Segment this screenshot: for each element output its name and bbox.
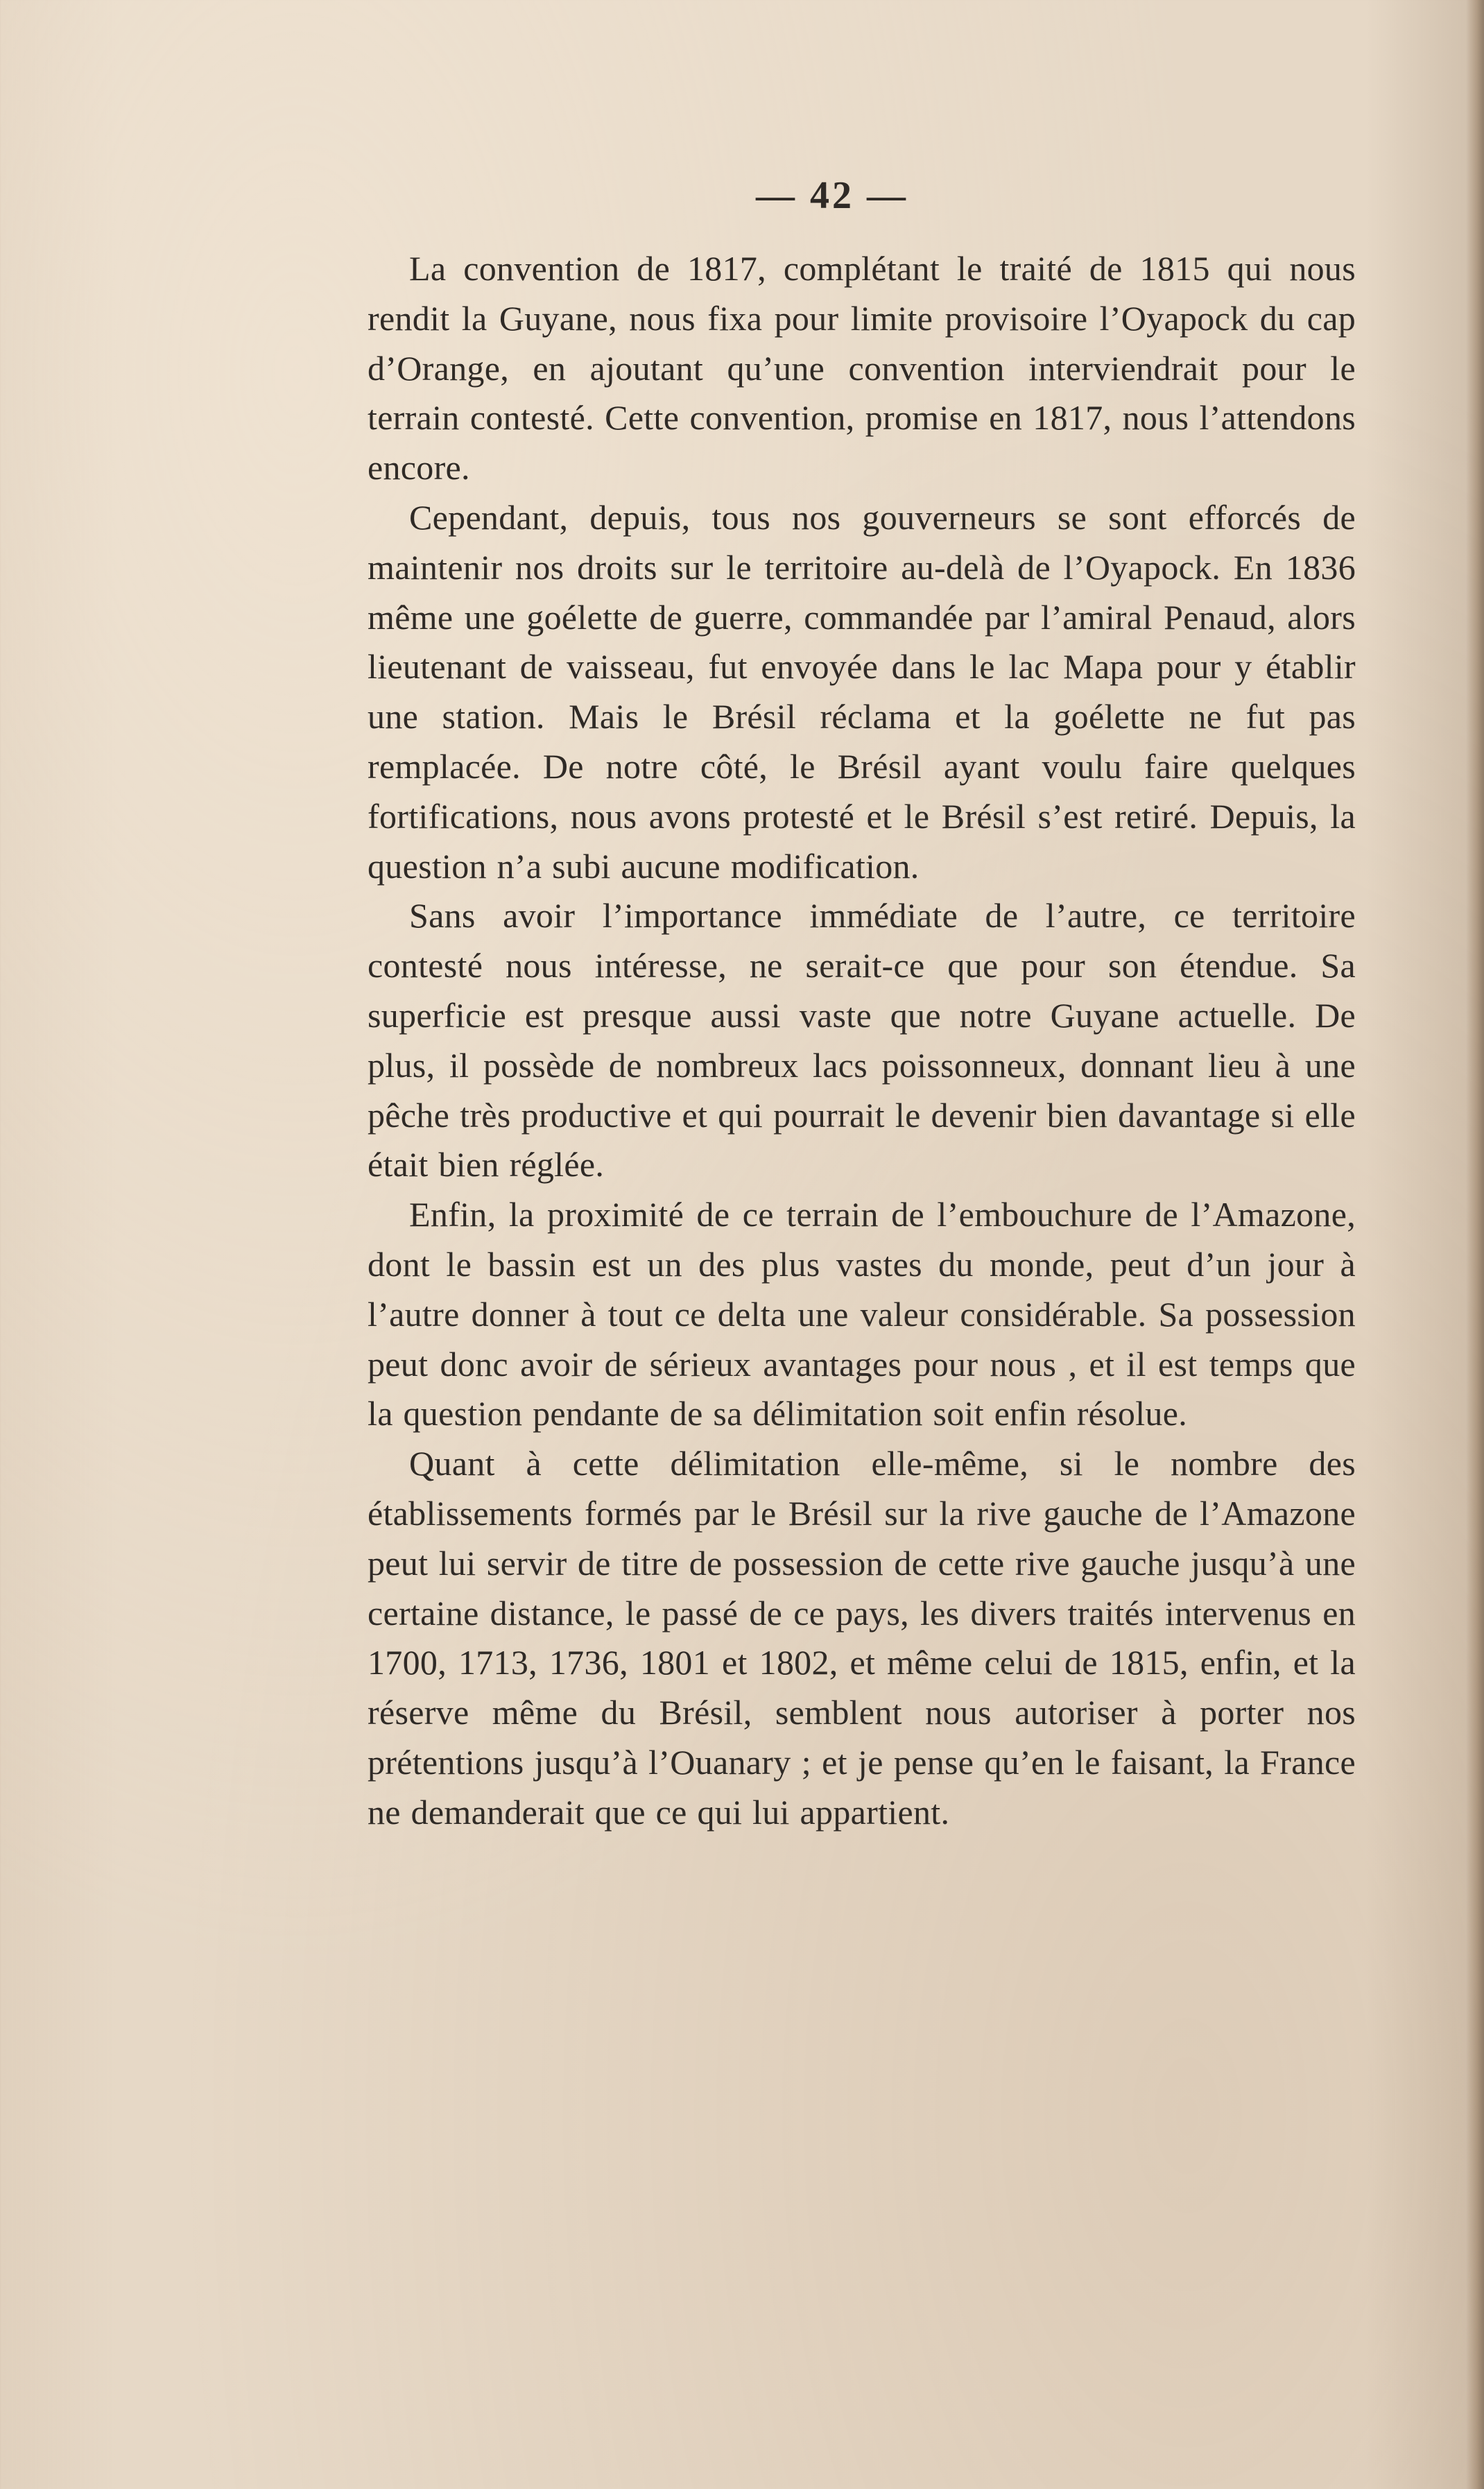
paragraph-territoire-conteste: Sans avoir l’importance immédiate de l’autre, ce territoire contesté nous intéresse, ne serait-ce que pour son étendue. Sa superficie est presque aussi vaste que notre Guyane actuelle. De plus, il possède de nombreux lacs poissonneux, donnant lieu à une pêche très productive et qui pourrait le devenir bien davantage si elle était bien réglée.	[368, 896, 1356, 1185]
body-text	[368, 244, 1356, 1838]
page-edge-shadow	[1466, 0, 1484, 2489]
paragraph-convention-1817: La convention de 1817, complétant le traité de 1815 qui nous rendit la Guyane, nous fixa pour limite provisoire l’Oyapock du cap d’Orange, en ajoutant qu’une convention interviendrait pour le terrain contesté. Cette convention, promise en 1817, nous l’attendons encore.	[368, 249, 1356, 488]
page-number: — 42 —	[756, 174, 908, 217]
paragraph-amazone: Enfin, la proximité de ce terrain de l’embouchure de l’Amazone, dont le bassin est un des plus vastes du monde, peut d’un jour à l’autre donner à tout ce delta une valeur considérable. Sa possession peut donc avoir de sérieux avantages pour nous , et il est temps que la question pendante de sa délimitation soit enfin résolue.	[368, 1195, 1356, 1433]
paragraph-gouverneurs: Cependant, depuis, tous nos gouverneurs se sont efforcés de maintenir nos droits sur le territoire au-delà de l’Oyapock. En 1836 même une goélette de guerre, commandée par l’amiral Penaud, alors lieutenant de vaisseau, fut envoyée dans le lac Mapa pour y établir une station. Mais le Brésil réclama et la goélette ne fut pas remplacée. De notre côté, le Brésil ayant voulu faire quelques fortifications, nous avons protesté et le Brésil s’est retiré. Depuis, la question n’a subi aucune modification.	[368, 497, 1356, 886]
paragraph-delimitation: Quant à cette délimitation elle-même, si le nombre des établissements formés par le Brésil sur la rive gauche de l’Amazone peut lui servir de titre de possession de cette rive gauche jusqu’à une certaine distance, le passé de ce pays, les divers traités intervenus en 1700, 1713, 1736, 1801 et 1802, et même celui de 1815, enfin, et la réserve même du Brésil, semblent nous autoriser à porter nos prétentions jusqu’à l’Ouanary ; et je pense qu’en le faisant, la France ne demanderait que ce qui lui appartient.	[368, 1444, 1356, 1832]
